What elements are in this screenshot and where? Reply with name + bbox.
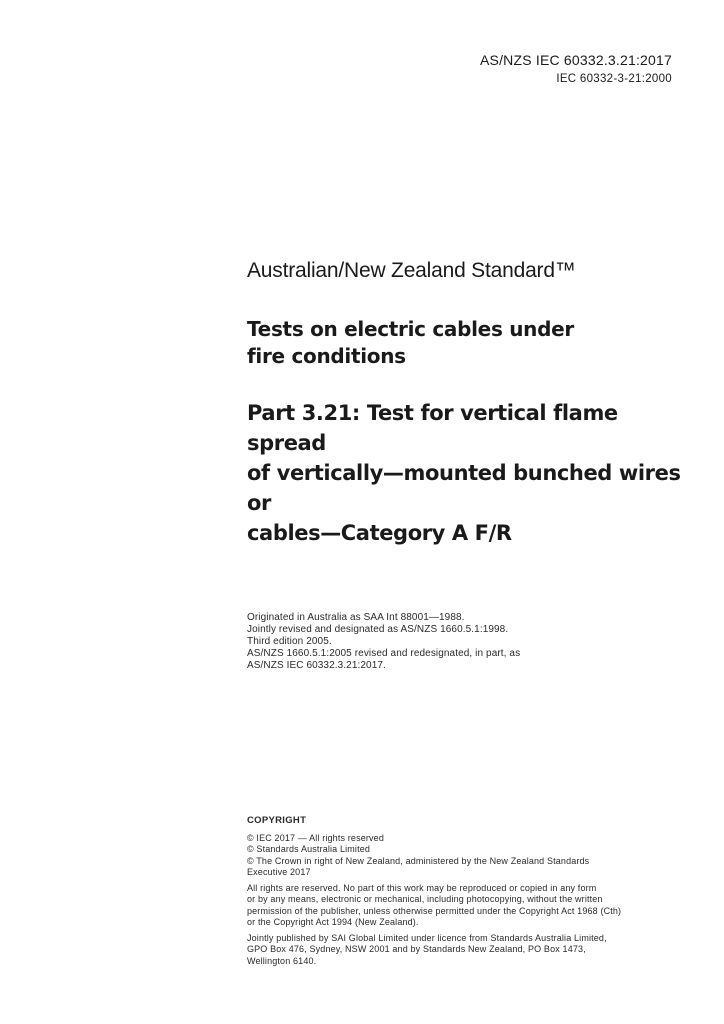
rights-line: permission of the publisher, unless otherwise permitted under the Copyright Act 1968 (Cth) — [247, 905, 622, 916]
part-line: of vertically—mounted bunched wires or — [247, 461, 681, 515]
copyright-owner-line: © Standards Australia Limited — [247, 844, 371, 854]
iec-number: IEC 60332-3-21:2000 — [556, 73, 672, 85]
document-title — [247, 316, 687, 370]
publication-history — [247, 612, 520, 672]
publisher-line: GPO Box 476, Sydney, NSW 2001 and by Standards New Zealand, PO Box 1473, — [247, 944, 586, 954]
part-line: cables—Category A F/R — [247, 521, 512, 545]
publisher-line: Jointly published by SAI Global Limited under licence from Standards Australia Limited, — [247, 932, 607, 943]
publisher-line: Wellington 6140. — [247, 955, 317, 966]
part-line: Part 3.21: Test for vertical flame spread — [247, 401, 618, 455]
rights-statement — [247, 883, 677, 929]
copyright-heading: COPYRIGHT — [247, 815, 307, 826]
copyright-owner-line: © IEC 2017 — All rights reserved — [247, 832, 384, 843]
history-line: Third edition 2005. — [247, 636, 332, 647]
copyright-owner-line: Executive 2017 — [247, 867, 311, 877]
rights-line: All rights are reserved. No part of this work may be reproduced or copied in any form — [247, 882, 597, 893]
title-line: fire conditions — [247, 344, 406, 368]
history-line: AS/NZS IEC 60332.3.21:2017. — [247, 660, 386, 671]
standard-type: Australian/New Zealand Standard™ — [247, 259, 576, 282]
copyright-owners — [247, 833, 677, 879]
rights-line: or the Copyright Act 1994 (New Zealand). — [247, 917, 419, 927]
standard-number: AS/NZS IEC 60332.3.21:2017 — [480, 52, 672, 68]
rights-line: or by any means, electronic or mechanical, including photocopying, without the written — [247, 894, 603, 904]
title-line: Tests on electric cables under — [247, 317, 574, 341]
copyright-notice — [247, 815, 677, 971]
standard-reference — [480, 52, 672, 87]
history-line: AS/NZS 1660.5.1:2005 revised and redesignated, in part, as — [247, 648, 521, 659]
copyright-owner-line: © The Crown in right of New Zealand, administered by the New Zealand Standards — [247, 855, 590, 866]
history-line: Jointly revised and designated as AS/NZS 1660.5.1:1998. — [247, 624, 509, 635]
part-title — [247, 398, 687, 548]
publisher-statement — [247, 933, 677, 968]
history-line: Originated in Australia as SAA Int 88001—1988. — [247, 612, 465, 623]
